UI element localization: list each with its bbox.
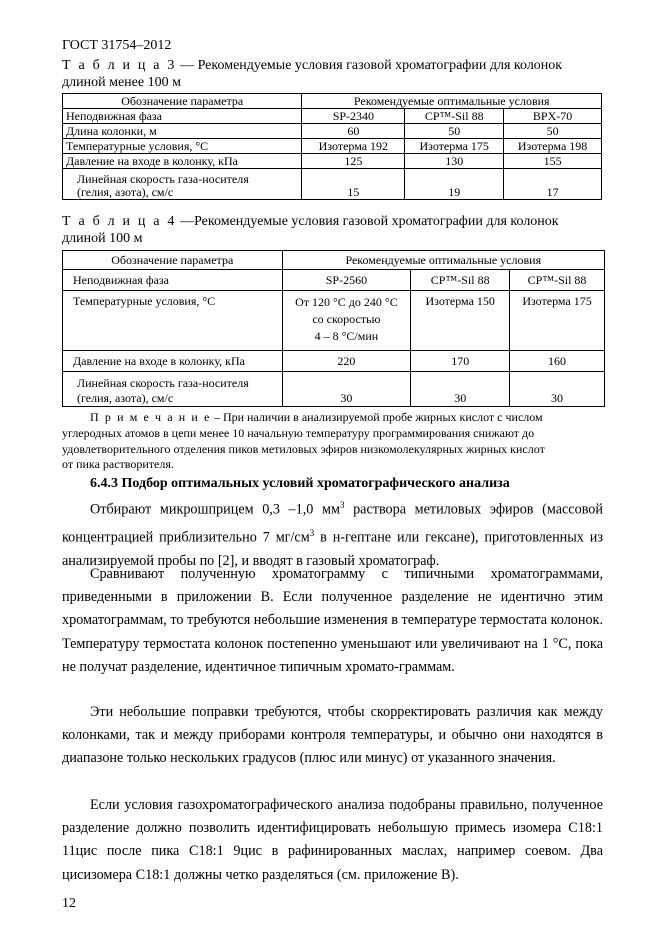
note-line bbox=[62, 410, 607, 426]
table3-header-row bbox=[63, 94, 602, 109]
note-line: углеродных атомов в цепи менее 10 начальную температуру программирования снижают до bbox=[62, 425, 535, 440]
table-cell: Давление на входе в колонку, кПа bbox=[63, 154, 302, 169]
table3-head-param: Обозначение параметра bbox=[63, 94, 302, 109]
table-cell: BPX-70 bbox=[504, 109, 602, 124]
table-cell: 17 bbox=[504, 169, 602, 200]
note-line: удовлетворительного отделения пиков метиловых эфиров низкомолекулярных жирных кислот bbox=[62, 441, 545, 456]
table-cell: CP™-Sil 88 bbox=[405, 109, 504, 124]
table4-caption bbox=[62, 213, 607, 247]
table-row bbox=[63, 124, 602, 139]
table-cell: 30 bbox=[510, 372, 605, 407]
table-cell: 155 bbox=[504, 154, 602, 169]
table3-caption-line2: длиной менее 100 м bbox=[62, 75, 181, 90]
table-cell: Неподвижная фаза bbox=[63, 109, 302, 124]
table-cell: SP-2560 bbox=[282, 270, 411, 291]
cell-line: со скоростью bbox=[312, 312, 381, 326]
note-text: – При наличии в анализируемой пробе жирных кислот с числом bbox=[210, 410, 543, 424]
paragraph-1 bbox=[62, 494, 603, 573]
table-cell: 19 bbox=[405, 169, 504, 200]
paragraph-4 bbox=[62, 794, 603, 887]
table-cell: CP™-Sil 88 bbox=[510, 270, 605, 291]
table-cell: CP™-Sil 88 bbox=[411, 270, 510, 291]
table-cell: 30 bbox=[411, 372, 510, 407]
table4-head-param: Обозначение параметра bbox=[63, 251, 283, 270]
cell-line: От 120 °С до 240 °С bbox=[295, 295, 398, 309]
table-cell bbox=[282, 291, 411, 351]
table-cell: 30 bbox=[282, 372, 411, 407]
table-cell: 50 bbox=[504, 124, 602, 139]
table-row bbox=[63, 139, 602, 154]
table-cell: 220 bbox=[282, 351, 411, 372]
para1-text-c: в н-гептане или гексане), приготовленных из анализируемой пробы по [2], и вводят в газовый хроматограф. bbox=[62, 529, 603, 569]
table-cell: 160 bbox=[510, 351, 605, 372]
cell-line: 4 – 8 °С/мин bbox=[314, 329, 379, 343]
table4-label: Т а б л и ц а 4 bbox=[62, 214, 177, 229]
table3-caption bbox=[62, 57, 607, 91]
cell-line: (гелия, азота), см/с bbox=[77, 391, 174, 405]
table-cell: 15 bbox=[302, 169, 405, 200]
table-cell: Температурные условия, °С bbox=[63, 291, 283, 351]
table3-head-cond: Рекомендуемые оптимальные условия bbox=[302, 94, 602, 109]
document-header: ГОСТ 31754–2012 bbox=[62, 38, 172, 53]
cell-line: (гелия, азота), см/с bbox=[77, 185, 174, 199]
table-cell: 50 bbox=[405, 124, 504, 139]
table4-caption-line2: длиной 100 м bbox=[62, 231, 143, 246]
cell-line: Линейная скорость газа-носителя bbox=[77, 172, 249, 186]
table-cell: Изотерма 192 bbox=[302, 139, 405, 154]
table-cell: Температурные условия, °С bbox=[63, 139, 302, 154]
table-cell: 60 bbox=[302, 124, 405, 139]
table-cell: Изотерма 150 bbox=[411, 291, 510, 351]
paragraph-2 bbox=[62, 563, 603, 679]
page-number: 12 bbox=[62, 896, 76, 911]
superscript: 3 bbox=[309, 527, 315, 538]
table-cell: 125 bbox=[302, 154, 405, 169]
paragraph-text: Эти небольшие поправки требуются, чтобы скорректировать различия как между колонками, так и между приборами контроля температуры, и обычно они находятся в диапазоне только нескольких градусов (плюс или минус) от указанного значения. bbox=[62, 704, 603, 767]
table-cell: SP-2340 bbox=[302, 109, 405, 124]
table3-caption-text: — Рекомендуемые условия газовой хроматографии для колонок bbox=[176, 58, 563, 73]
table-cell: Изотерма 198 bbox=[504, 139, 602, 154]
table-row bbox=[63, 169, 602, 200]
table3 bbox=[62, 93, 602, 200]
table4 bbox=[62, 250, 605, 407]
paragraph-text: Сравнивают полученную хроматограмму с типичными хроматограммами, приведенными в приложении В. Если полученное разделение не идентично этим хроматограммам, то требуются небольшие изменения в температуре термостата колонок. Температуру термостата колонок постепенно уменьшают или увеличивают на 1 °С, пока не получат разделение, идентичное типичным хромато-граммам. bbox=[62, 566, 603, 675]
table-row bbox=[63, 351, 605, 372]
table4-head-cond: Рекомендуемые оптимальные условия bbox=[282, 251, 604, 270]
superscript: 3 bbox=[339, 500, 345, 510]
table-cell bbox=[63, 169, 302, 200]
table-cell: 170 bbox=[411, 351, 510, 372]
note-line: от пика растворителя. bbox=[62, 457, 174, 472]
table-cell: Длина колонки, м bbox=[63, 124, 302, 139]
table-cell: Давление на входе в колонку, кПа bbox=[63, 351, 283, 372]
table-row bbox=[63, 109, 602, 124]
table-cell bbox=[63, 372, 283, 407]
section-title: 6.4.3 Подбор оптимальных условий хроматографического анализа bbox=[90, 476, 510, 491]
table3-label: Т а б л и ц а 3 bbox=[62, 58, 177, 73]
table-cell: Неподвижная фаза bbox=[63, 270, 283, 291]
table-cell: 130 bbox=[405, 154, 504, 169]
cell-line: Линейная скорость газа-носителя bbox=[77, 376, 249, 390]
table-note bbox=[62, 410, 607, 473]
table-row bbox=[63, 270, 605, 291]
table-row bbox=[63, 372, 605, 407]
note-label: П р и м е ч а н и е bbox=[90, 410, 211, 424]
table4-caption-text: —Рекомендуемые условия газовой хроматографии для колонок bbox=[176, 214, 559, 229]
table-cell: Изотерма 175 bbox=[405, 139, 504, 154]
para1-text-a: Отбирают микрошприцем 0,3 –1,0 мм bbox=[90, 501, 340, 518]
paragraph-text: Если условия газохроматографического анализа подобраны правильно, полученное разделение должно позволить идентифицировать небольшую примесь изомера С18:1 11цис после пика С18:1 9цис в рафинированных маслах, например соевом. Два цисизомера С18:1 должны четко разделяться (см. приложение В). bbox=[62, 797, 603, 883]
table4-header-row bbox=[63, 251, 605, 270]
table-row bbox=[63, 291, 605, 351]
paragraph-3 bbox=[62, 701, 603, 771]
para1-text-b: раствора метиловых эфиров (массовой концентрацией приблизительно 7 мг/см bbox=[62, 501, 603, 546]
table-cell: Изотерма 175 bbox=[510, 291, 605, 351]
table-row bbox=[63, 154, 602, 169]
